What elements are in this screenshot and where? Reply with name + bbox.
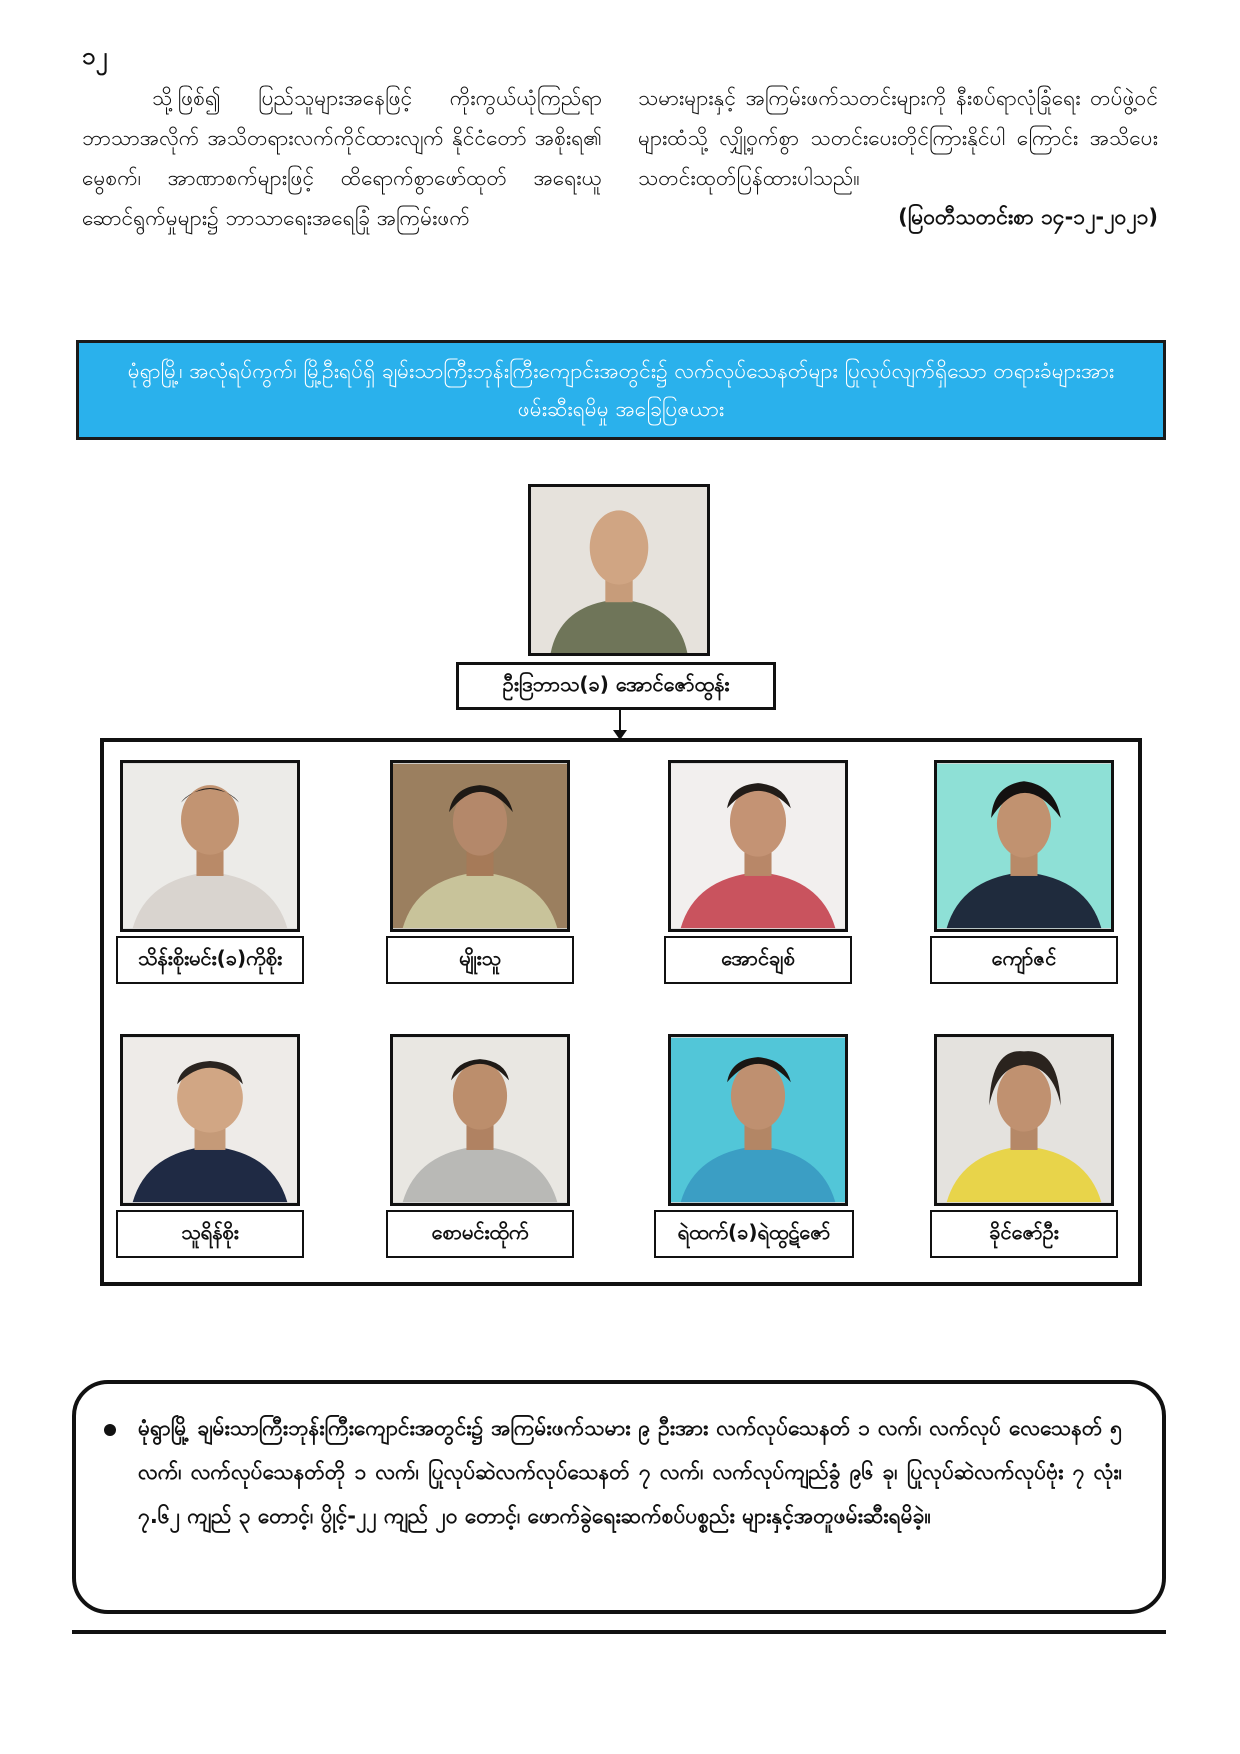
person-portrait-icon (671, 1037, 845, 1203)
person-portrait-icon (937, 763, 1111, 929)
person-portrait-icon (937, 1037, 1111, 1203)
member-photo (390, 760, 570, 932)
bottom-divider (72, 1630, 1166, 1634)
member-name-label: ရဲထက်(ခ)ရဲထွဋ်ဇော် (654, 1210, 854, 1258)
member-name-label: ခိုင်ဇော်ဦး (930, 1210, 1118, 1258)
article-paragraph-right: သမားများနှင့် အကြမ်းဖက်သတင်းများကို နီးစပ်ရာလုံခြုံရေး တပ်ဖွဲ့ဝင်များထံသို့ လျှို့ဝှက်စွာ သတင်းပေးတိုင်ကြားနိုင်ပါ ကြောင်း အသိပေးသတင်းထုတ်ပြန်ထားပါသည်။ (638, 86, 1158, 190)
member-name-label: မျိုးသူ (386, 936, 574, 984)
leader-name-label: ဦးဒြဘာသ(ခ) အောင်ဇော်ထွန်း (456, 662, 776, 710)
person-portrait-icon (393, 1037, 567, 1203)
member-photo (120, 1034, 300, 1206)
chart-banner-text: မုံရွာမြို့၊ အလုံရပ်ကွက်၊ မြို့ဦးရပ်ရှိ ချမ်းသာကြီးဘုန်းကြီးကျောင်းအတွင်း၌ လက်လုပ်သေနတ်များ ပြုလုပ်လျက်ရှိသော တရားခံများအား ဖမ်းဆီးရမိမှု အခြေပြဇယား (127, 359, 1115, 421)
article-source: (မြဝတီသတင်းစာ ၁၄-၁၂-၂၀၂၁) (898, 205, 1158, 229)
member-name-label: အောင်ချစ် (664, 936, 852, 984)
member-name-label: ကျော်ဇင် (930, 936, 1118, 984)
member-photo (120, 760, 300, 932)
member-photo (390, 1034, 570, 1206)
person-portrait-icon (123, 763, 297, 929)
member-photo (668, 760, 848, 932)
person-portrait-icon (531, 487, 707, 653)
page-number: ၁၂ (82, 42, 108, 70)
member-photo (934, 1034, 1114, 1206)
leader-photo (528, 484, 710, 656)
member-name-label: သိန်းစိုးမင်း(ခ)ကိုစိုး (116, 936, 304, 984)
member-name-label: စောမင်းထိုက် (386, 1210, 574, 1258)
person-portrait-icon (393, 763, 567, 929)
member-photo (934, 760, 1114, 932)
summary-box (72, 1380, 1166, 1614)
article-paragraph-left: သို့ဖြစ်၍ ပြည်သူများအနေဖြင့် ကိုးကွယ်ယုံကြည်ရာ ဘာသာအလိုက် အသိတရားလက်ကိုင်ထားလျက် နိုင်ငံတော် အစိုးရ၏ မွေစက်၊ အာဏာစက်များဖြင့် ထိရောက်စွာဖော်ထုတ် အရေးယူဆောင်ရွက်မှုများ၌ ဘာသာရေးအရေခြုံ အကြမ်းဖက် (82, 86, 602, 230)
member-name-label: သူရိန်စိုး (116, 1210, 304, 1258)
article-left-column (82, 78, 602, 238)
chart-banner (76, 340, 1166, 440)
person-portrait-icon (123, 1037, 297, 1203)
bullet-icon (104, 1424, 116, 1436)
summary-text: မုံရွာမြို့ ချမ်းသာကြီးဘုန်းကြီးကျောင်းအတွင်း၌ အကြမ်းဖက်သမား ၉ ဦးအား လက်လုပ်သေနတ် ၁ လက်၊ လက်လုပ် လေသေနတ် ၅ လက်၊ လက်လုပ်သေနတ်တို ၁ လက်၊ ပြုလုပ်ဆဲလက်လုပ်သေနတ် ၇ လက်၊ လက်လုပ်ကျည်ခွံ ၉၆ ခု၊ ပြုလုပ်ဆဲလက်လုပ်ဗုံး ၇ လုံး၊ ၇.၆၂ ကျည် ၃ တောင့်၊ ပွိုင့်-၂၂ ကျည် ၂၀ တောင့်၊ ဖောက်ခွဲရေးဆက်စပ်ပစ္စည်း များနှင့်အတူဖမ်းဆီးရမိခဲ့။ (138, 1416, 1122, 1528)
member-photo (668, 1034, 848, 1206)
article-right-column (638, 78, 1158, 198)
person-portrait-icon (671, 763, 845, 929)
